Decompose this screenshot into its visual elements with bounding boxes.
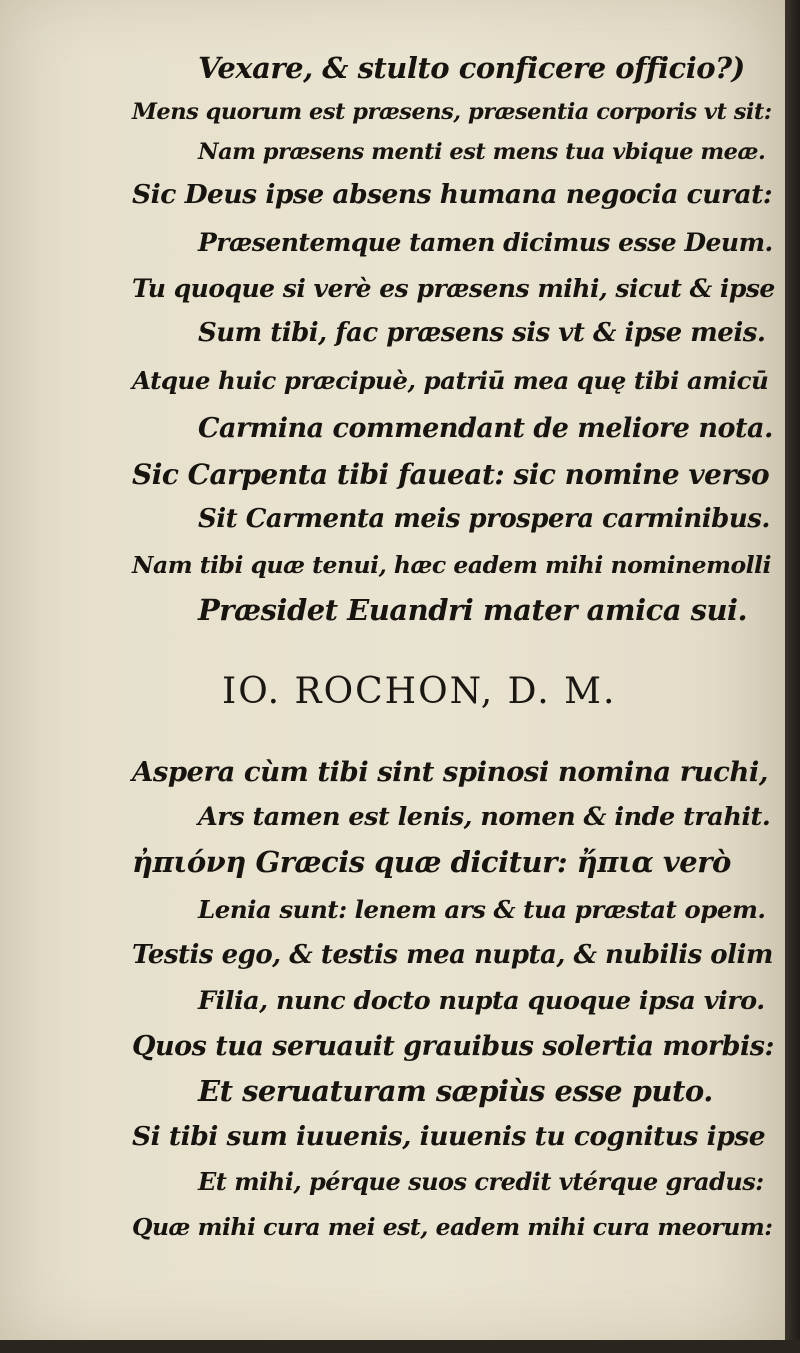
- poem-line: Et seruaturam sæpiùs esse puto.: [198, 1074, 713, 1108]
- poem-line: Nam præsens menti est mens tua vbique meæ.: [198, 139, 766, 165]
- poem-line: Vexare, & stulto conficere officio?): [198, 51, 745, 85]
- poem-line: Sit Carmenta meis prospera carminibus.: [198, 504, 770, 534]
- page-bottom-shadow: [0, 1340, 800, 1353]
- poem-line: Et mihi, pérque suos credit vtérque gradus:: [198, 1167, 764, 1196]
- poem-line: Sic Deus ipse absens humana negocia curat:: [132, 179, 773, 210]
- poem-line: Atque huic præcipuè, patriū mea quę tibi amicū: [132, 366, 769, 395]
- poem-line: Si tibi sum iuuenis, iuuenis tu cognitus ipse: [132, 1121, 766, 1152]
- poem-line: Quos tua seruauit grauibus solertia morbis:: [132, 1031, 774, 1062]
- poem-line: Sic Carpenta tibi faueat: sic nomine verso: [132, 458, 770, 491]
- poem-line: Sum tibi, fac præsens sis vt & ipse meis.: [198, 318, 766, 348]
- page-edge-shadow: [785, 0, 800, 1353]
- poem-line: Lenia sunt: lenem ars & tua præstat opem.: [198, 895, 766, 924]
- poem-line: Quæ mihi cura mei est, eadem mihi cura meorum:: [132, 1213, 773, 1241]
- poem-line: Tu quoque si verè es præsens mihi, sicut & ipse: [132, 274, 775, 303]
- poem-line: Nam tibi quæ tenui, hæc eadem mihi nominemolli: [132, 551, 771, 579]
- poem-line: Filia, nunc docto nupta quoque ipsa viro.: [198, 986, 765, 1016]
- poem-line: Præsentemque tamen dicimus esse Deum.: [198, 228, 773, 257]
- poem-line: Præsidet Euandri mater amica sui.: [198, 593, 748, 627]
- poem-line: Mens quorum est præsens, præsentia corporis vt sit:: [132, 99, 772, 125]
- poem-line: Carmina commendant de meliore nota.: [198, 413, 773, 444]
- section-heading: IO. ROCHON, D. M.: [222, 671, 617, 712]
- poem-line: Ars tamen est lenis, nomen & inde trahit.: [198, 802, 771, 832]
- poem-line: Aspera cùm tibi sint spinosi nomina ruchi,: [132, 756, 768, 788]
- poem-line: ἠπιόνη Græcis quæ dicitur: ἤπια verò: [132, 845, 731, 879]
- poem-line: Testis ego, & testis mea nupta, & nubilis olim: [132, 940, 773, 970]
